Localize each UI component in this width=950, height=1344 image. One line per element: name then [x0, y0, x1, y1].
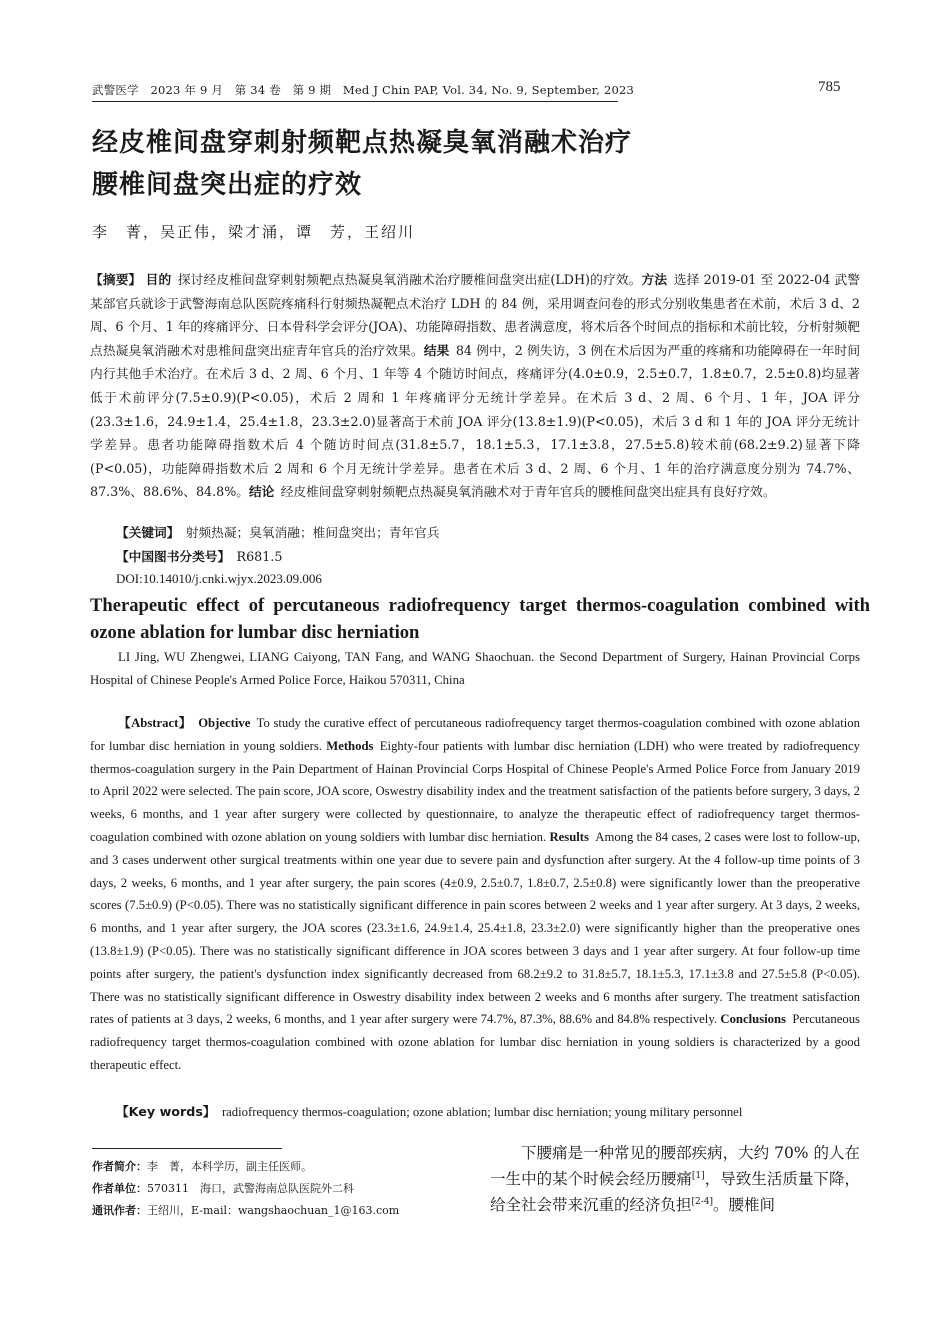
keywords-en	[116, 1101, 742, 1120]
clc-label: 【中国图书分类号】	[116, 549, 231, 564]
results-en-label: Results	[549, 829, 589, 844]
corr-label: 通讯作者：	[92, 1204, 147, 1217]
citation-1[interactable]: [1]	[691, 1170, 705, 1181]
results-cn-text: 84 例中，2 例失访，3 例在术后因为严重的疼痛和功能障碍在一年时间内行其他手术治疗。在术后 3 d、2 周、6 个月、1 年等 4 个随访时间点，疼痛评分(4.0±0.9，2.5±0.7，1.8±0.7，2.5±0.8)均显著低于术前评分(7.5±0.9)(P<0.05)，术后 2 周和 1 年疼痛评分无统计学差异。在术后 3 d、2 周、6 个月、1 年，JOA 评分(23.3±1.6，24.9±1.4，25.4±1.8，23.3±2.0)显著高于术前 JOA 评分(13.8±1.9)(P<0.05)，术后 3 d 和 1 年的 JOA 评分无统计学差异。患者功能障碍指数术后 4 个随访时间点(31.8±5.7，18.1±5.3，17.1±3.8，27.5±5.8)较术前(68.2±9.2)显著下降(P<0.05)，功能障碍指数术后 2 周和 6 个月无统计学差异。患者在术后 3 d、2 周、6 个月、1 年的治疗满意度分别为 74.7%、87.3%、88.6%、84.8%。	[90, 342, 860, 500]
abstract-cn-label: 【摘要】	[90, 272, 142, 287]
results-cn-label: 结果	[423, 342, 450, 358]
abstract-en	[90, 712, 860, 1100]
conclusions-en-label: Conclusions	[720, 1012, 786, 1027]
abstract-en-label: 【Abstract】	[118, 716, 192, 730]
citation-2-4[interactable]: [2-4]	[691, 1196, 714, 1207]
doi: DOI:10.14010/j.cnki.wjyx.2023.09.006	[116, 571, 322, 586]
footnote-author-bio	[92, 1158, 312, 1174]
methods-en-label: Methods	[326, 738, 374, 753]
objective-cn-text: 探讨经皮椎间盘穿刺射频靶点热凝臭氧消融术治疗腰椎间盘突出症(LDH)的疗效。	[177, 272, 642, 287]
footnote-author-unit	[92, 1180, 354, 1196]
keywords-en-text: radiofrequency thermos-coagulation; ozone ablation; lumbar disc herniation; young military personnel	[221, 1105, 743, 1119]
footnote-divider	[92, 1148, 282, 1149]
methods-en-text: Eighty-four patients with lumbar disc herniation (LDH) who were treated by radiofrequency thermos-coagulation surgery in the Pain Department of Hainan Provincial Corps Hospital of Chinese People's Armed Police Force from January 2019 to April 2022 were selected. The pain score, JOA score, Oswestry disability index and the treatment satisfaction of the patients before surgery, 3 days, 2 weeks, 6 months, and 1 year after surgery were collected by questionnaire, to analyze the therapeutic effect of radiofrequency target thermos-coagulation combined with ozone ablation on young soldiers with lumbar disc herniation.	[90, 738, 860, 844]
methods-cn-text: 选择 2019-01 至 2022-04 武警某部官兵就诊于武警海南总队医院疼痛科行射频热凝靶点术治疗 LDH 的 84 例，采用调查问卷的形式分别收集患者在术前，术后 3 d、2 周、6 个月、1 年的疼痛评分、日本骨科学会评分(JOA)、功能障碍指数、患者满意度，将术后各个时间点的指标和术前比较，分析射频靶点热凝臭氧消融术对患椎间盘突出症青年官兵的治疗效果。	[90, 272, 860, 358]
keywords-en-label: 【Key words】	[116, 1104, 216, 1119]
body-paragraph	[490, 1140, 860, 1218]
article-title-en: Therapeutic effect of percutaneous radiofrequency target thermos-coagulation combined with ozone ablation for lumbar disc herniation	[90, 595, 870, 643]
objective-en-text: To study the curative effect of percutaneous radiofrequency target thermos-coagulation combined with ozone ablation for lumbar disc herniation in young soldiers.	[90, 716, 860, 753]
title-cn-line-2: 腰椎间盘突出症的疗效	[92, 170, 363, 200]
article-title-cn	[92, 122, 852, 206]
page-number: 785	[818, 79, 841, 95]
clc-text: R681.5	[236, 549, 283, 564]
methods-cn-label: 方法	[641, 272, 668, 287]
keywords-cn-text: 射频热凝；臭氧消融；椎间盘突出；青年官兵	[185, 525, 440, 540]
unit-label: 作者单位：	[92, 1182, 147, 1195]
body-text-1: 下腰痛是一种常见的腰部疾病，大约 70% 的人在一生中的某个时候会经历腰痛	[490, 1144, 860, 1188]
footnote-corresponding-author	[92, 1202, 399, 1218]
abstract-cn	[90, 268, 860, 508]
running-header: 武警医学 2023 年 9 月 第 34 卷 第 9 期 Med J Chin PAP, Vol. 34, No. 9, September, 2023	[92, 82, 618, 102]
bio-label: 作者简介：	[92, 1160, 147, 1173]
conclusion-cn-label: 结论	[248, 484, 275, 500]
author-list-cn: 李 菁，吴正伟，梁才涌，谭 芳，王绍川	[92, 223, 416, 241]
conclusion-cn-text: 经皮椎间盘穿刺射频靶点热凝臭氧消融术对于青年官兵的腰椎间盘突出症具有良好疗效。	[280, 484, 776, 500]
author-list-en: LI Jing, WU Zhengwei, LIANG Caiyong, TAN Fang, and WANG Shaochuan. the Second Department of Surgery, Hainan Provincial Corps Hospital of Chinese People's Armed Police Force, Haikou 570311, China	[90, 650, 860, 687]
clc-number	[116, 546, 282, 565]
objective-en-label: Objective	[198, 716, 251, 730]
objective-cn-label: 目的	[145, 272, 172, 287]
unit-text: 570311 海口，武警海南总队医院外二科	[147, 1182, 354, 1195]
results-en-text: Among the 84 cases, 2 cases were lost to follow-up, and 3 cases underwent other surgical treatments within one year due to severe pain and dysfunction after surgery. At the 4 follow-up time points of 3 days, 2 weeks, 6 months, and 1 year after surgery, the pain scores (4±0.9, 2.5±0.7, 1.8±0.7, 2.5±0.8) were significantly lower than the preoperative scores (7.5±0.9) (P<0.05). There was no statistically significant difference in pain scores between 2 weeks and 1 year after surgery. At 3 days, 2 weeks, 6 months, and 1 year after surgery, the JOA scores (23.3±1.6, 24.9±1.4, 25.4±1.8, 23.3±2.0) were significantly higher than the preoperative ones (13.8±1.9) (P<0.05). There was no statistically significant difference in JOA scores between 3 days and 1 year after surgery. At four follow-up time points after surgery, the patient's dysfunction index significantly decreased from 68.2±9.2 to 31.8±5.7, 18.1±5.3, 17.1±3.8 and 27.5±5.8 (P<0.05). There was no statistically significant difference in Oswestry disability index between 2 weeks and 6 months after surgery. The treatment satisfaction rates of patients at 3 days, 2 weeks, 6 months, and 1 year after surgery were 74.7%, 87.3%, 88.6% and 84.8% respectively.	[90, 829, 860, 1027]
keywords-cn-label: 【关键词】	[116, 525, 180, 540]
keywords-cn	[116, 522, 440, 541]
corr-text: 王绍川，E-mail：wangshaochuan_1@163.com	[147, 1204, 400, 1217]
body-text-3: 。腰椎间	[713, 1196, 776, 1214]
bio-text: 李 菁，本科学历，副主任医师。	[147, 1160, 312, 1173]
conclusions-en-text: Percutaneous radiofrequency target thermos-coagulation combined with ozone ablation for lumbar disc herniation in young soldiers is characterized by a good therapeutic effect.	[90, 1012, 860, 1072]
body-text-2: ，导致生活质量下降，给全社会带来沉重的经济负担	[490, 1170, 860, 1214]
title-cn-line-1: 经皮椎间盘穿刺射频靶点热凝臭氧消融术治疗	[92, 128, 633, 158]
